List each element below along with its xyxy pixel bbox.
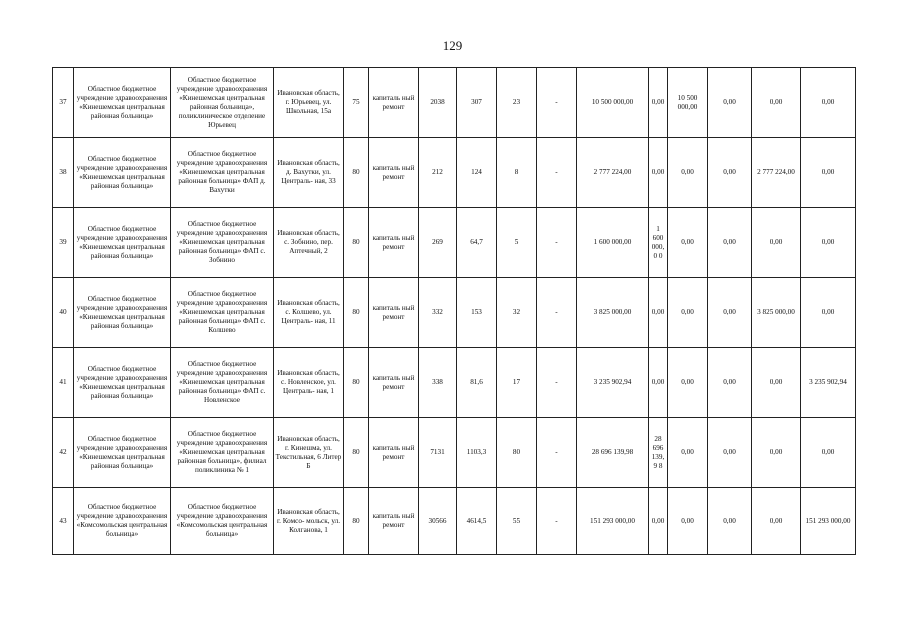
cost-year-3-cell: [708, 418, 752, 488]
cost-year-5-cell: [801, 138, 856, 208]
cost-year-5-cell: [801, 418, 856, 488]
value-3-text: 17: [512, 378, 521, 386]
address-text: Ивановская область, г. Юрьевец, ул. Школьная, 15а: [277, 89, 340, 115]
total-cost-text: 2 777 224,00: [593, 168, 632, 176]
table-row: [53, 348, 856, 418]
work-type-text: капиталь ный ремонт: [372, 512, 415, 529]
object-cell: [171, 208, 274, 278]
cost-year-2-cell: [668, 488, 708, 555]
customer-cell: [74, 138, 171, 208]
cost-year-2-text: 0,00: [681, 378, 694, 386]
customer-text: Областное бюджетное учреждение здравоохранения «Кинешемская центральная районная больница»: [76, 224, 168, 260]
row-number-text: 42: [59, 448, 67, 456]
cost-year-4-text: 0,00: [769, 98, 783, 106]
cost-year-4-cell: [752, 418, 801, 488]
address-cell: [274, 418, 344, 488]
object-cell: [171, 418, 274, 488]
value-4-cell: [537, 68, 577, 138]
value-4-text: -: [555, 448, 558, 456]
year-text: 80: [352, 448, 360, 456]
work-type-text: капиталь ный ремонт: [372, 163, 415, 181]
total-cost-cell: [577, 278, 649, 348]
value-2-text: 81,6: [470, 378, 483, 386]
address-cell: [274, 488, 344, 555]
value-1-cell: [419, 418, 457, 488]
work-type-cell: [369, 418, 419, 488]
address-cell: [274, 68, 344, 138]
cost-year-3-cell: [708, 138, 752, 208]
cost-year-4-cell: [752, 348, 801, 418]
cost-year-4-cell: [752, 68, 801, 138]
value-3-cell: [497, 348, 537, 418]
cost-year-1-cell: [649, 488, 668, 555]
year-text: 80: [352, 516, 360, 525]
cost-year-1-cell: [649, 418, 668, 488]
customer-text: Областное бюджетное учреждение здравоохранения «Кинешемская центральная районная больница»: [76, 364, 168, 400]
cost-year-5-cell: [801, 348, 856, 418]
value-1-cell: [419, 278, 457, 348]
row-number-cell: [53, 68, 74, 138]
address-cell: [274, 278, 344, 348]
value-3-text: 80: [512, 448, 521, 456]
address-cell: [274, 348, 344, 418]
cost-year-5-text: 3 235 902,94: [809, 378, 847, 386]
value-3-text: 23: [512, 98, 521, 106]
value-2-text: 1103,3: [466, 448, 487, 456]
cost-year-5-cell: [801, 488, 856, 555]
cost-year-1-text: 0,00: [651, 308, 665, 316]
year-text: 80: [352, 168, 360, 176]
value-2-cell: [457, 278, 497, 348]
cost-year-2-cell: [668, 138, 708, 208]
row-number-cell: [53, 138, 74, 208]
value-3-cell: [497, 68, 537, 138]
cost-year-2-text: 0,00: [681, 308, 694, 316]
value-4-text: -: [555, 168, 558, 176]
year-text: 80: [352, 238, 360, 246]
value-4-text: -: [555, 238, 558, 246]
value-2-text: 4614,5: [466, 516, 487, 525]
value-2-cell: [457, 208, 497, 278]
year-text: 80: [352, 378, 360, 386]
value-1-cell: [419, 488, 457, 555]
page-number: 129: [442, 38, 463, 53]
work-type-text: капиталь ный ремонт: [372, 93, 415, 111]
customer-cell: [74, 68, 171, 138]
total-cost-text: 3 235 902,94: [593, 378, 632, 386]
value-1-text: 2038: [430, 98, 445, 106]
cost-year-4-cell: [752, 278, 801, 348]
budget-table: [52, 67, 856, 555]
row-number-cell: [53, 418, 74, 488]
value-1-cell: [419, 208, 457, 278]
row-number-text: 38: [59, 168, 67, 176]
cost-year-3-text: 0,00: [723, 516, 736, 525]
value-3-text: 32: [512, 308, 521, 316]
cost-year-2-cell: [668, 418, 708, 488]
total-cost-text: 28 696 139,98: [591, 448, 634, 456]
value-4-text: -: [555, 516, 558, 525]
work-type-cell: [369, 348, 419, 418]
customer-cell: [74, 208, 171, 278]
total-cost-text: 1 600 000,00: [593, 238, 632, 246]
year-cell: [344, 278, 369, 348]
year-cell: [344, 138, 369, 208]
object-text: Областное бюджетное учреждение здравоохранения «Кинешемская центральная районная больница» ФАП д. Вахутки: [176, 150, 268, 194]
table-row: [53, 208, 856, 278]
value-4-cell: [537, 418, 577, 488]
value-2-text: 64,7: [470, 238, 483, 246]
object-text: Областное бюджетное учреждение здравоохранения «Комсомольская центральная больница»: [176, 503, 268, 538]
cost-year-3-text: 0,00: [723, 98, 736, 106]
object-text: Областное бюджетное учреждение здравоохранения «Кинешемская центральная районная больница» ФАП с. Зобнино: [176, 220, 268, 264]
cost-year-5-cell: [801, 208, 856, 278]
cost-year-2-cell: [668, 208, 708, 278]
value-3-text: 55: [512, 516, 521, 525]
row-number-text: 40: [59, 308, 67, 316]
value-4-cell: [537, 278, 577, 348]
object-cell: [171, 348, 274, 418]
year-cell: [344, 418, 369, 488]
row-number-cell: [53, 348, 74, 418]
year-cell: [344, 488, 369, 555]
address-text: Ивановская область, д. Вахутки, ул. Централь- ная, 33: [277, 159, 340, 185]
cost-year-5-text: 0,00: [821, 238, 835, 246]
cost-year-3-cell: [708, 68, 752, 138]
object-cell: [171, 68, 274, 138]
object-cell: [171, 278, 274, 348]
cost-year-2-text: 10 500 000,00: [677, 93, 698, 111]
customer-text: Областное бюджетное учреждение здравоохранения «Кинешемская центральная районная больница»: [76, 434, 168, 470]
value-3-text: 5: [514, 238, 519, 246]
value-4-cell: [537, 488, 577, 555]
value-1-text: 269: [432, 238, 443, 246]
year-cell: [344, 68, 369, 138]
total-cost-cell: [577, 138, 649, 208]
work-type-cell: [369, 208, 419, 278]
table-row: [53, 68, 856, 138]
work-type-text: капиталь ный ремонт: [372, 443, 415, 461]
row-number-text: 41: [59, 378, 67, 386]
value-4-cell: [537, 348, 577, 418]
cost-year-3-text: 0,00: [723, 378, 736, 386]
cost-year-1-text: 0,00: [651, 516, 665, 525]
value-2-cell: [457, 418, 497, 488]
cost-year-2-cell: [668, 348, 708, 418]
value-1-text: 212: [432, 168, 443, 176]
customer-cell: [74, 488, 171, 555]
value-4-text: -: [555, 98, 558, 106]
total-cost-cell: [577, 488, 649, 555]
cost-year-5-text: 0,00: [821, 448, 835, 456]
cost-year-3-text: 0,00: [723, 168, 736, 176]
work-type-text: капиталь ный ремонт: [372, 373, 415, 391]
year-text: 80: [352, 308, 360, 316]
value-4-cell: [537, 208, 577, 278]
object-text: Областное бюджетное учреждение здравоохранения «Кинешемская центральная районная больница», поликлиническое отделение Юрьевец: [176, 75, 268, 129]
value-2-cell: [457, 68, 497, 138]
value-4-text: -: [555, 308, 558, 316]
cost-year-1-text: 1 600 000,0 0: [651, 224, 665, 260]
table-row: [53, 278, 856, 348]
total-cost-cell: [577, 418, 649, 488]
cost-year-3-cell: [708, 488, 752, 555]
value-1-cell: [419, 138, 457, 208]
cost-year-4-text: 0,00: [769, 378, 783, 386]
cost-year-4-text: 0,00: [769, 516, 783, 525]
cost-year-1-cell: [649, 138, 668, 208]
customer-text: Областное бюджетное учреждение здравоохранения «Кинешемская центральная районная больница»: [76, 154, 168, 190]
cost-year-2-cell: [668, 68, 708, 138]
cost-year-5-text: 151 293 000,00: [805, 516, 851, 525]
address-cell: [274, 138, 344, 208]
row-number-text: 39: [59, 238, 67, 246]
cost-year-1-text: 28 696 139,9 8: [651, 434, 665, 470]
cost-year-4-text: 0,00: [769, 448, 783, 456]
address-text: Ивановская область, с. Зобнино, пер. Аптечный, 2: [277, 229, 340, 255]
cost-year-3-cell: [708, 208, 752, 278]
customer-cell: [74, 278, 171, 348]
cost-year-4-cell: [752, 138, 801, 208]
cost-year-2-text: 0,00: [681, 516, 694, 525]
table-row: [53, 138, 856, 208]
value-3-cell: [497, 488, 537, 555]
value-3-text: 8: [514, 168, 519, 176]
customer-text: Областное бюджетное учреждение здравоохранения «Кинешемская центральная районная больница»: [76, 294, 168, 330]
work-type-cell: [369, 68, 419, 138]
work-type-cell: [369, 488, 419, 555]
year-cell: [344, 348, 369, 418]
address-text: Ивановская область, с. Новленское, ул. Централь- ная, 1: [277, 369, 340, 395]
cost-year-4-text: 2 777 224,00: [757, 168, 795, 176]
cost-year-1-cell: [649, 208, 668, 278]
cost-year-3-text: 0,00: [723, 238, 736, 246]
value-2-text: 307: [471, 98, 482, 106]
cost-year-5-cell: [801, 278, 856, 348]
value-2-cell: [457, 348, 497, 418]
cost-year-1-text: 0,00: [651, 378, 665, 386]
value-1-text: 30566: [428, 516, 447, 525]
customer-text: Областное бюджетное учреждение здравоохранения «Комсомольская центральная больница»: [76, 503, 168, 538]
address-text: Ивановская область, г. Комсо- мольск, ул. Колганова, 1: [277, 507, 340, 534]
year-cell: [344, 208, 369, 278]
table-body: [53, 68, 856, 555]
cost-year-2-text: 0,00: [681, 448, 694, 456]
cost-year-4-cell: [752, 208, 801, 278]
cost-year-4-cell: [752, 488, 801, 555]
total-cost-text: 3 825 000,00: [593, 308, 632, 316]
cost-year-2-cell: [668, 278, 708, 348]
year-text: 75: [352, 98, 360, 106]
value-1-text: 338: [432, 378, 443, 386]
customer-text: Областное бюджетное учреждение здравоохранения «Кинешемская центральная районная больница»: [76, 84, 168, 120]
row-number-text: 43: [59, 516, 67, 525]
object-text: Областное бюджетное учреждение здравоохранения «Кинешемская центральная районная больница» ФАП с. Новленское: [176, 360, 268, 404]
value-2-cell: [457, 138, 497, 208]
work-type-cell: [369, 138, 419, 208]
total-cost-text: 10 500 000,00: [591, 98, 634, 106]
work-type-text: капиталь ный ремонт: [372, 303, 415, 321]
total-cost-cell: [577, 208, 649, 278]
value-4-text: -: [555, 378, 558, 386]
cost-year-5-text: 0,00: [821, 98, 835, 106]
cost-year-5-text: 0,00: [821, 308, 835, 316]
value-1-text: 7131: [430, 448, 445, 456]
row-number-cell: [53, 208, 74, 278]
table-row: [53, 488, 856, 555]
value-1-text: 332: [432, 308, 443, 316]
object-cell: [171, 138, 274, 208]
value-3-cell: [497, 138, 537, 208]
object-text: Областное бюджетное учреждение здравоохранения «Кинешемская центральная районная больница», филиал поликлиника № 1: [176, 430, 268, 474]
customer-cell: [74, 418, 171, 488]
address-text: Ивановская область, с. Колшево, ул. Централь- ная, 11: [277, 299, 340, 325]
value-3-cell: [497, 278, 537, 348]
cost-year-1-text: 0,00: [651, 168, 665, 176]
value-2-cell: [457, 488, 497, 555]
address-text: Ивановская область, г. Кинешма, ул. Текстильная, 6 Литер Б: [275, 434, 342, 470]
cost-year-3-cell: [708, 348, 752, 418]
cost-year-5-cell: [801, 68, 856, 138]
cost-year-1-cell: [649, 68, 668, 138]
table-row: [53, 418, 856, 488]
work-type-text: капиталь ный ремонт: [372, 233, 415, 251]
cost-year-3-cell: [708, 278, 752, 348]
address-cell: [274, 208, 344, 278]
cost-year-2-text: 0,00: [681, 168, 694, 176]
cost-year-4-text: 0,00: [769, 238, 783, 246]
cost-year-1-cell: [649, 278, 668, 348]
customer-cell: [74, 348, 171, 418]
value-3-cell: [497, 208, 537, 278]
cost-year-3-text: 0,00: [723, 308, 736, 316]
cost-year-1-text: 0,00: [651, 98, 665, 106]
cost-year-2-text: 0,00: [681, 238, 694, 246]
object-text: Областное бюджетное учреждение здравоохранения «Кинешемская центральная районная больница» ФАП с. Колшево: [176, 290, 268, 334]
object-cell: [171, 488, 274, 555]
value-1-cell: [419, 348, 457, 418]
total-cost-text: 151 293 000,00: [590, 516, 635, 525]
cost-year-5-text: 0,00: [821, 168, 835, 176]
total-cost-cell: [577, 348, 649, 418]
value-2-text: 153: [471, 308, 482, 316]
row-number-cell: [53, 278, 74, 348]
value-1-cell: [419, 68, 457, 138]
work-type-cell: [369, 278, 419, 348]
cost-year-4-text: 3 825 000,00: [757, 308, 795, 316]
row-number-text: 37: [59, 98, 67, 106]
total-cost-cell: [577, 68, 649, 138]
value-3-cell: [497, 418, 537, 488]
value-4-cell: [537, 138, 577, 208]
cost-year-3-text: 0,00: [723, 448, 736, 456]
value-2-text: 124: [471, 168, 482, 176]
row-number-cell: [53, 488, 74, 555]
cost-year-1-cell: [649, 348, 668, 418]
